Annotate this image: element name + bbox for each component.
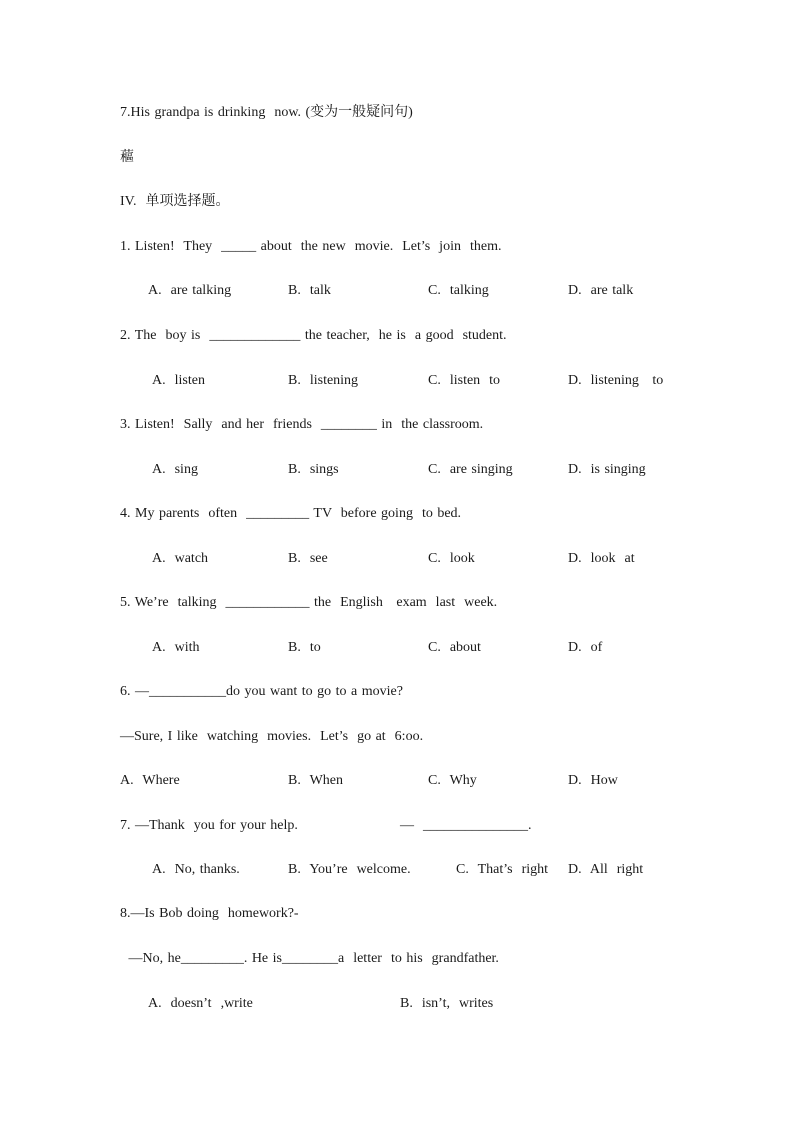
question-6-stem: 6. —___________do you want to go to a movie? [120, 684, 403, 699]
question-7-option-a[interactable]: A. No, thanks. [152, 862, 240, 877]
question-4-option-a[interactable]: A. watch [152, 551, 209, 566]
question-2-stem: 2. The boy is _____________ the teacher, he is a good student. [120, 328, 507, 343]
question-6-response: —Sure, I like watching movies. Let’s go at 6:oo. [120, 729, 424, 744]
question-2-option-c[interactable]: C. listen to [428, 373, 501, 388]
question-3-option-d[interactable]: D. is singing [568, 462, 646, 477]
question-8-response: —No, he_________. He is________a letter to his grandfather. [124, 951, 499, 966]
question-1-option-c[interactable]: C. talking [428, 283, 489, 298]
question-4-option-c[interactable]: C. look [428, 551, 475, 566]
question-5-option-a[interactable]: A. with [152, 640, 200, 655]
question-8-stem: 8.—Is Bob doing homework?- [120, 906, 299, 921]
question-5-option-c[interactable]: C. about [428, 640, 481, 655]
question-2-option-d[interactable]: D. listening to [568, 373, 664, 388]
question-6-option-d[interactable]: D. How [568, 773, 618, 788]
question-6-option-a[interactable]: A. Where [120, 773, 180, 788]
question-4-option-b[interactable]: B. see [288, 551, 328, 566]
question-3-option-c[interactable]: C. are singing [428, 462, 513, 477]
stray-character: 藲 [120, 150, 134, 165]
question-7-option-b[interactable]: B. You’re welcome. [288, 862, 411, 877]
question-8-option-a[interactable]: A. doesn’t ,write [148, 996, 253, 1011]
question-7-transform: 7.His grandpa is drinking now. (变为一般疑问句) [120, 105, 413, 120]
question-3-option-a[interactable]: A. sing [152, 462, 198, 477]
question-3-option-b[interactable]: B. sings [288, 462, 339, 477]
question-1-option-a[interactable]: A. are talking [148, 283, 232, 298]
question-1-option-d[interactable]: D. are talk [568, 283, 634, 298]
question-5-option-d[interactable]: D. of [568, 640, 603, 655]
question-7-option-d[interactable]: D. All right [568, 862, 644, 877]
question-2-option-b[interactable]: B. listening [288, 373, 359, 388]
section-title: IV. 单项选择题。 [120, 194, 230, 209]
question-1-stem: 1. Listen! They _____ about the new movie. Let’s join them. [120, 239, 502, 254]
question-4-stem: 4. My parents often _________ TV before going to bed. [120, 506, 462, 521]
question-5-stem: 5. We’re talking ____________ the English exam last week. [120, 595, 498, 610]
question-2-option-a[interactable]: A. listen [152, 373, 205, 388]
question-3-stem: 3. Listen! Sally and her friends ________ in the classroom. [120, 417, 484, 432]
question-4-option-d[interactable]: D. look at [568, 551, 635, 566]
question-7-response-blank: — _______________. [400, 818, 532, 833]
question-6-option-c[interactable]: C. Why [428, 773, 477, 788]
question-7-stem: 7. —Thank you for your help. [120, 818, 298, 833]
question-8-option-b[interactable]: B. isn’t, writes [400, 996, 494, 1011]
question-5-option-b[interactable]: B. to [288, 640, 321, 655]
question-1-option-b[interactable]: B. talk [288, 283, 331, 298]
question-6-option-b[interactable]: B. When [288, 773, 344, 788]
question-7-option-c[interactable]: C. That’s right [456, 862, 549, 877]
